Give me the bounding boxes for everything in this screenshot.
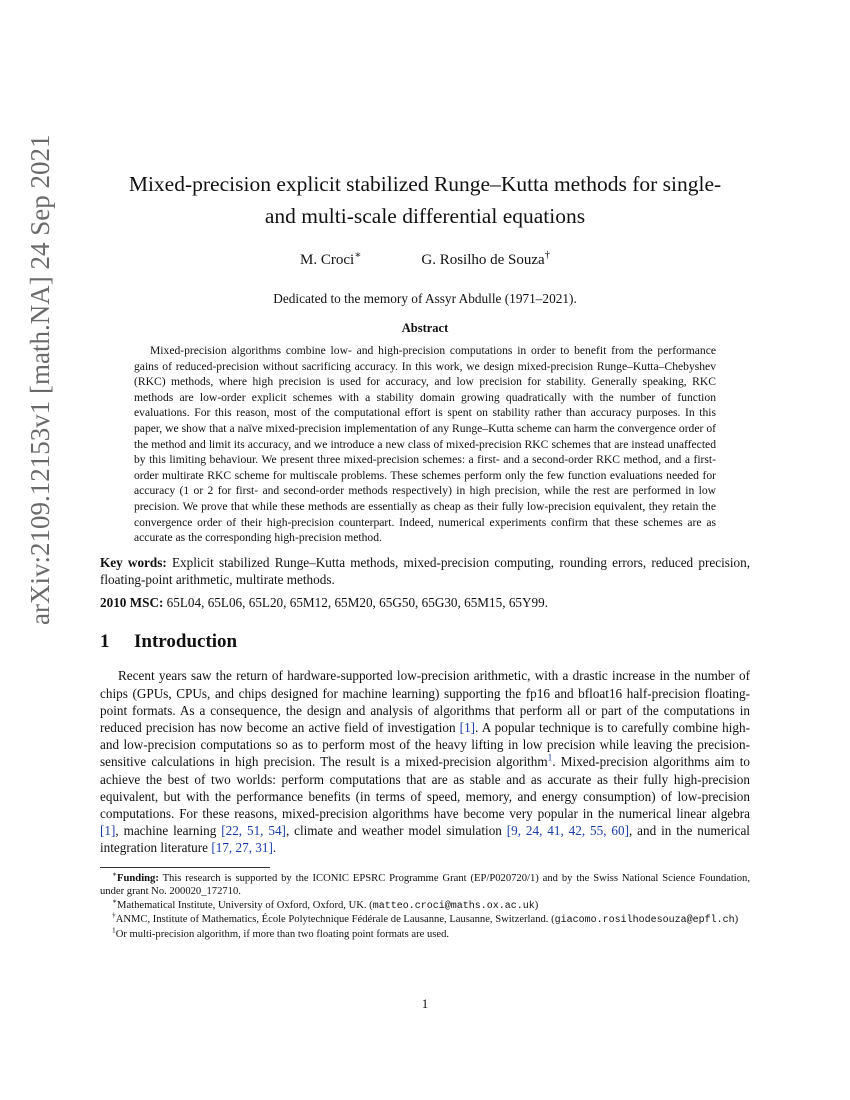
footnotes (100, 869, 750, 942)
footnote-link[interactable]: 1 (547, 752, 553, 763)
section-number: 1 (100, 631, 110, 653)
footnote-souza: †ANMC, Institute of Mathematics, École Polytechnique Fédérale de Lausanne, Lausanne, Switzerland. (giacomo.rosilhodesouza@epfl.ch) (112, 910, 739, 927)
keywords (100, 554, 750, 588)
msc-text: 65L04, 65L06, 65L20, 65M12, 65M20, 65G50, 65G30, 65M15, 65Y99. (166, 595, 549, 611)
author-souza: G. Rosilho de Souza† (421, 250, 550, 268)
page-number: 1 (421, 996, 429, 1011)
msc-label: 2010 MSC: (100, 595, 164, 611)
paper-title (100, 168, 750, 232)
title-line-1: Mixed-precision explicit stabilized Runge–Kutta methods for single- (128, 172, 722, 196)
msc-codes (100, 594, 750, 611)
citation-link[interactable]: [1] (459, 719, 476, 735)
section-title: Introduction (134, 631, 238, 653)
citation-link[interactable]: [17, 27, 31] (211, 840, 273, 856)
paper-page (100, 0, 750, 942)
arxiv-sidebar-stamp: arXiv:2109.12153v1 [math.NA] 24 Sep 2021 (25, 134, 55, 626)
title-line-2: and multi-scale differential equations (264, 204, 586, 228)
abstract-heading: Abstract (401, 321, 449, 335)
keywords-text: Explicit stabilized Runge–Kutta methods, mixed-precision computing, rounding errors, reduced precision, floating-point arithmetic, multirate methods. (100, 554, 751, 587)
abstract-body: Mixed-precision algorithms combine low- and high-precision computations in order to benefit from the performance gains of reduced-precision without sacrificing accuracy. In this work, we design mixed-precision Runge–Kutta–Chebyshev (RKC) methods, where high precision is used for accuracy, and low precision for stability. Generally speaking, RKC methods are low-order explicit schemes with a stability domain growing quadratically with the number of function evaluations. For this reason, most of the computational effort is spent on stability rather than accuracy purposes. In this paper, we show that a naïve mixed-precision implementation of any Runge–Kutta scheme can harm the convergence order of the method and limit its accuracy, and we introduce a new class of mixed-precision RKC schemes that are instead unaffected by this limiting behaviour. We present three mixed-precision schemes: a first- and a second-order RKC method, and a first-order multirate RKC scheme for multiscale problems. These schemes perform only the few function evaluations needed for accuracy (1 or 2 for first- and second-order methods respectively) in high precision, while the rest are performed in low precision. We prove that while these methods are essentially as cheap as their fully low-precision equivalent, they retain the convergence order of their high-precision counterpart. Indeed, numerical experiments confirm that these schemes are as accurate as the corresponding high-precision method. (134, 344, 716, 545)
citation-link[interactable]: [9, 24, 41, 42, 55, 60] (506, 823, 629, 839)
footnote-1: $^1$Or multi-precision algorithm, if more than two floating point formats are used. (112, 925, 450, 940)
section-heading-introduction (100, 631, 750, 653)
footnote-rule (100, 867, 270, 868)
email-souza[interactable]: giacomo.rosilhodesouza@epfl.ch (554, 915, 735, 927)
citation-link[interactable]: [1] (100, 823, 116, 839)
introduction-paragraph: Recent years saw the return of hardware-supported low-precision arithmetic, with a drastic increase in the number of chips (GPUs, CPUs, and chips designed for machine learning) supporting the fp16 and bfloat16 half-precision floating-point formats. As a consequence, the design and analysis of algorithms that perform all or part of the computations in reduced precision has now become an active field of investigation [1]. A popular technique is to carefully combine high- and low-precision computations so as to perform most of the heavy lifting in low precision while leaving the precision-sensitive calculations in high precision. The result is a mixed-precision algorithm$^1$. Mixed-precision algorithms aim to achieve the best of two worlds: perform computations that are as stable and as accurate as their fully high-precision equivalent, but with the performance benefits (in terms of speed, memory, and energy consumption) of low-precision computations. For these reasons, mixed-precision algorithms have become very popular in the numerical linear algebra [1], machine learning [22, 51, 54], climate and weather model simulation [9, 24, 41, 42, 55, 60], and in the numerical integration literature [17, 27, 31]. (100, 668, 750, 856)
footnote-croci: ∗Mathematical Institute, University of Oxford, Oxford, UK. (matteo.croci@maths.ox.ac.uk) (112, 896, 539, 912)
email-croci[interactable]: matteo.croci@maths.ox.ac.uk (372, 900, 535, 912)
footnote-funding: ∗Funding: This research is supported by the ICONIC EPSRC Programme Grant (EP/P020720/1) and by the Swiss National Science Foundation, under grant No. 200020_172710. (100, 869, 750, 898)
author-list (100, 252, 750, 269)
author-croci: M. Croci∗ (300, 250, 362, 268)
dedication: Dedicated to the memory of Assyr Abdulle (1971–2021). (273, 291, 577, 306)
citation-link[interactable]: [22, 51, 54] (221, 823, 286, 839)
keywords-label: Key words: (100, 554, 167, 570)
